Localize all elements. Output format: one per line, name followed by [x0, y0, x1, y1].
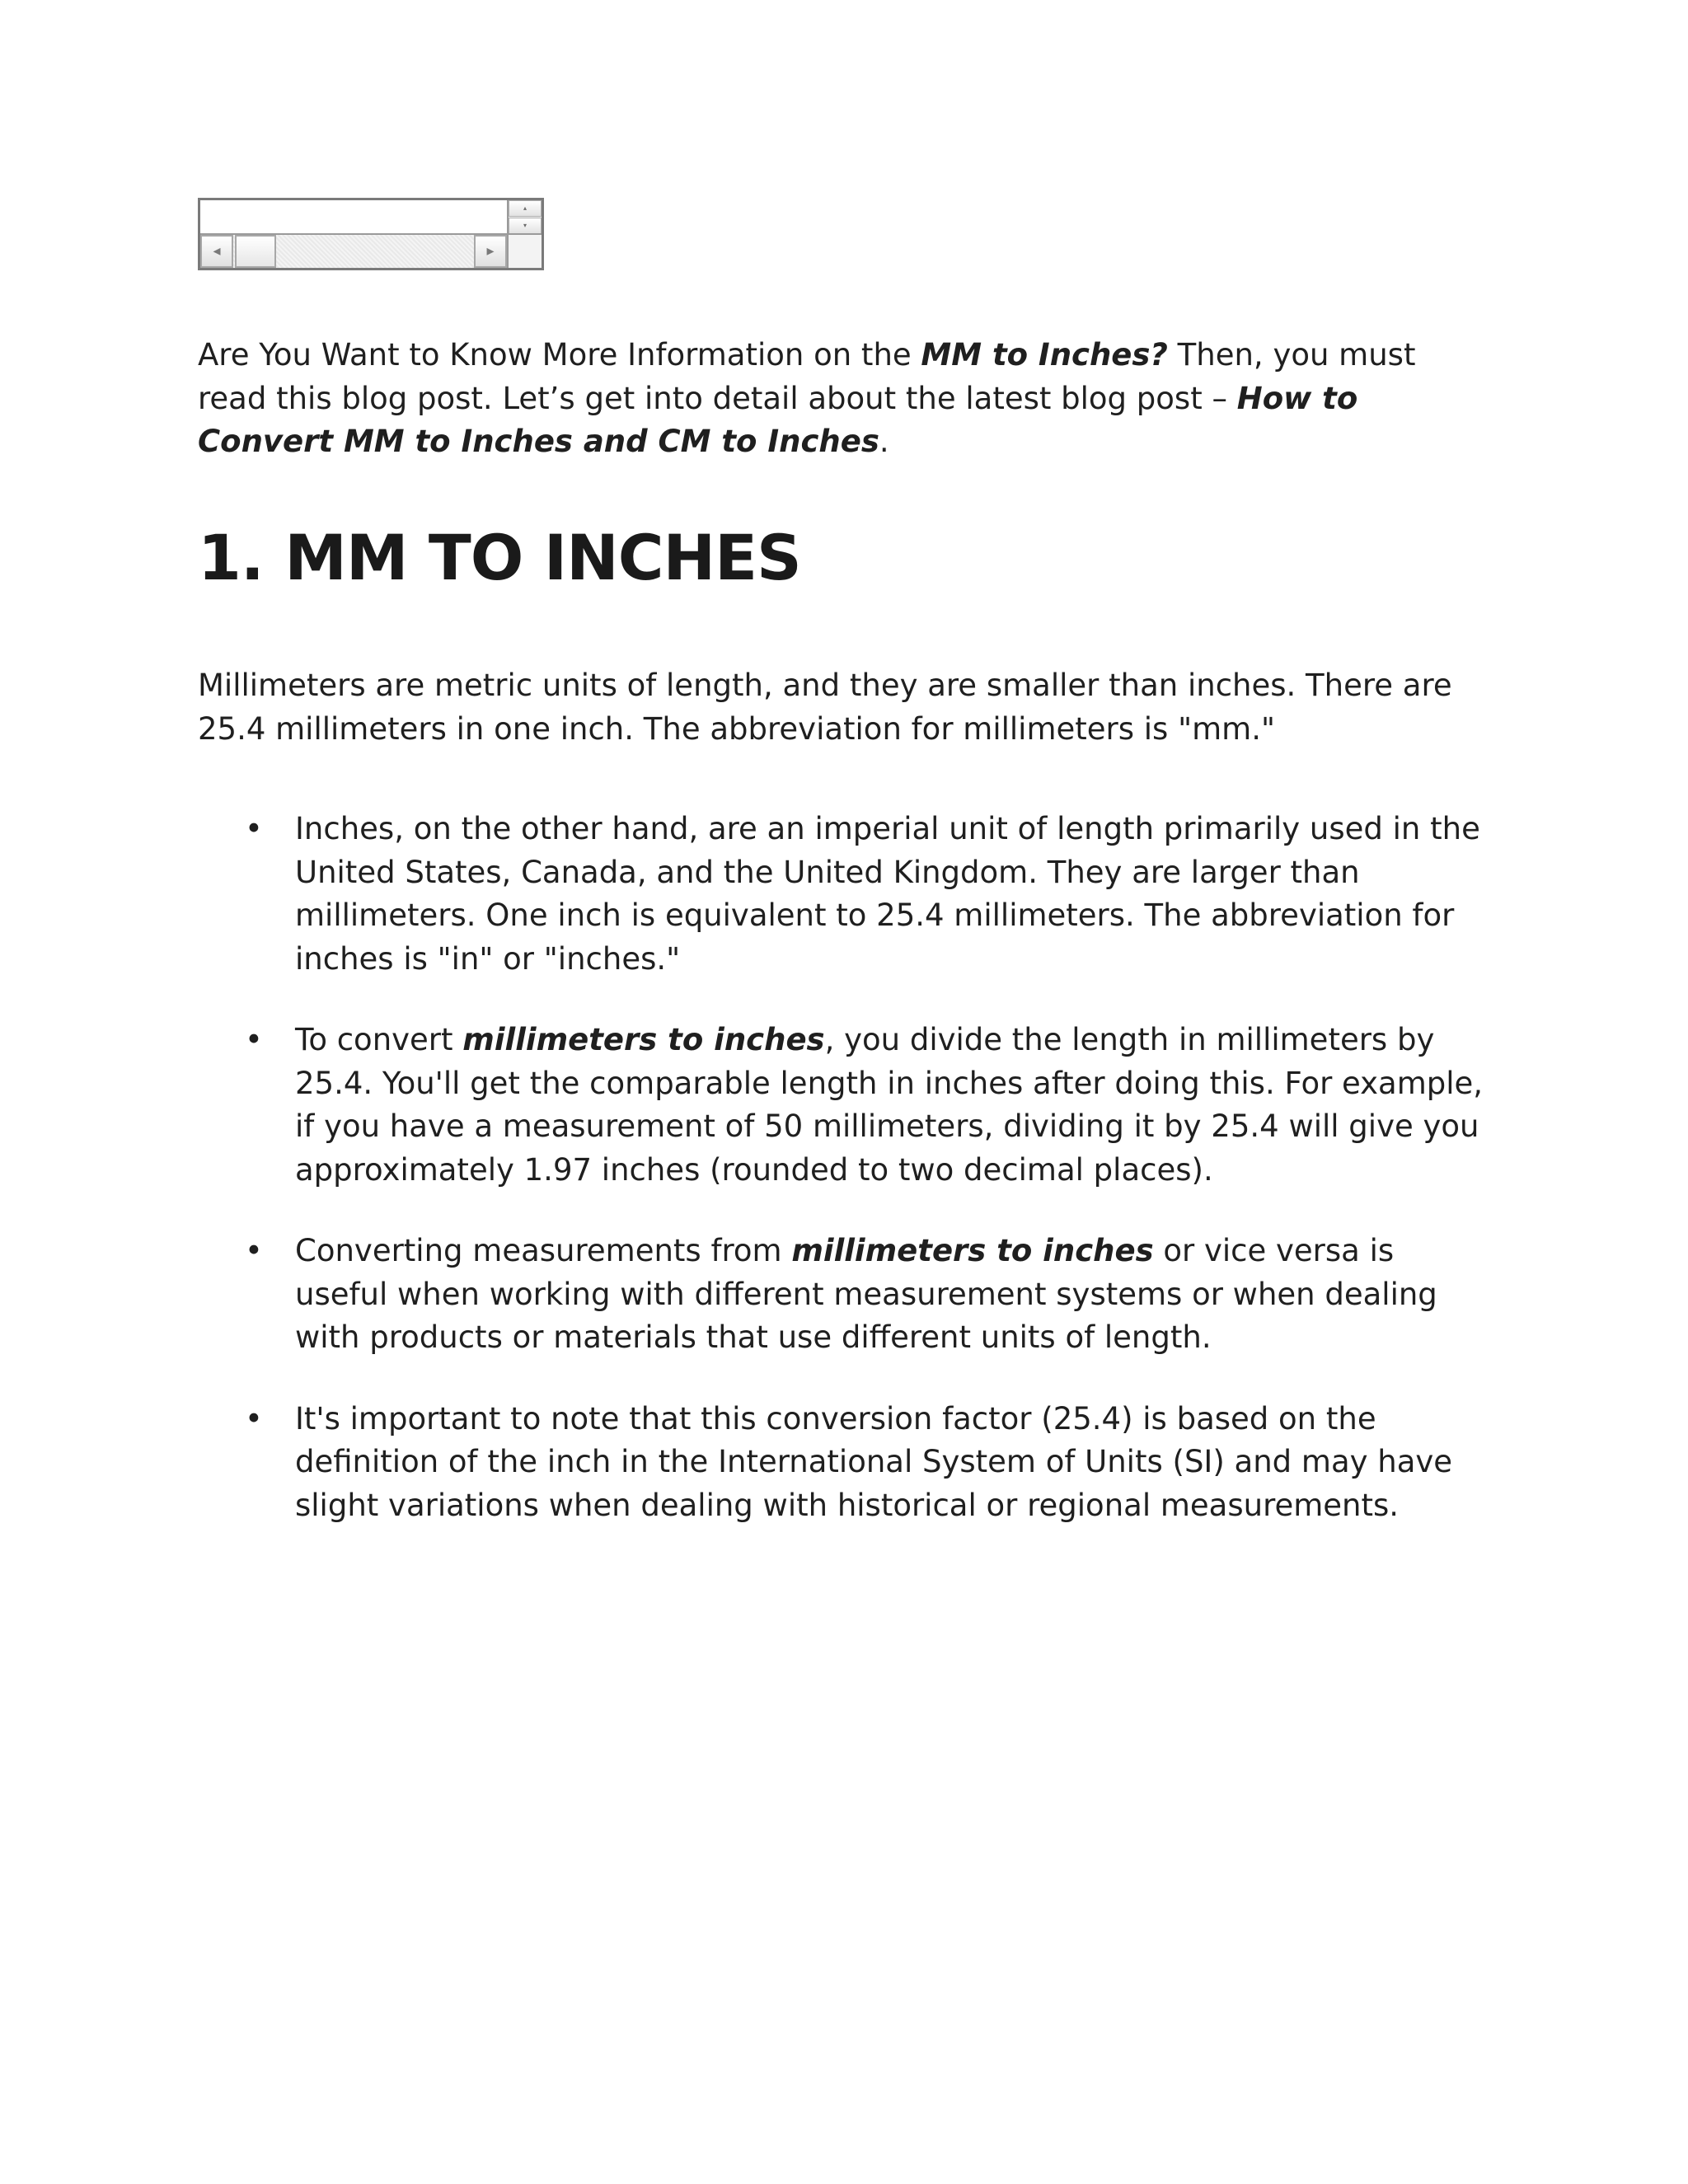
scrollbar-corner [507, 233, 542, 268]
bullet-emphasis: millimeters to inches [791, 1233, 1154, 1268]
intro-emphasis-post-title: How to Convert MM to Inches and CM to Inches [198, 380, 1358, 459]
intro-text-3: . [879, 424, 889, 459]
list-item [198, 1398, 1492, 1528]
bullet-text: It's important to note that this conversion factor (25.4) is based on the definition of the inch in the International System of Units (SI) and may have slight variations when dealing with historical or regional measurements. [295, 1400, 1453, 1523]
list-item [198, 808, 1492, 981]
intro-text-2: Then, you must read this blog post. Let’s get into detail about the latest blog post – [198, 337, 1416, 416]
intro-emphasis-mm-to-inches: MM to Inches? [921, 337, 1168, 373]
scroll-left-icon[interactable]: ◂ [200, 235, 233, 268]
scroll-right-icon[interactable]: ▸ [474, 235, 507, 268]
horizontal-scrollbar[interactable] [200, 233, 507, 268]
section-heading: 1. MM TO INCHES [198, 521, 801, 594]
bullet-emphasis: millimeters to inches [462, 1022, 825, 1057]
bullet-text: Inches, on the other hand, are an imperial unit of length primarily used in the United States, Canada, and the United Kingdom. They are larger than millimeters. One inch is equivalent to 25.4 millimeters. The abbreviation for inches is "in" or "inches." [295, 811, 1480, 977]
embedded-text-area[interactable] [198, 198, 544, 270]
list-item [198, 1019, 1492, 1192]
vertical-scrollbar[interactable] [507, 200, 542, 235]
intro-text-1: Are You Want to Know More Information on the [198, 337, 921, 373]
bullet-text-1: To convert [295, 1022, 463, 1057]
list-item [198, 1230, 1492, 1360]
bullet-marker: • [245, 1233, 263, 1268]
scroll-down-icon[interactable]: ▾ [509, 218, 542, 234]
bullet-marker: • [245, 1400, 263, 1436]
bullet-text-2: or vice versa is useful when working with different measurement systems or when dealing with products or materials that use different units of length. [295, 1233, 1437, 1355]
bullet-text-2: , you divide the length in millimeters by 25.4. You'll get the comparable length in inches after doing this. For example, if you have a measurement of 50 millimeters, dividing it by 25.4 will give you approximately 1.97 inches (rounded to two decimal places). [295, 1022, 1484, 1188]
bullet-text-1: Converting measurements from [295, 1233, 792, 1268]
section-paragraph: Millimeters are metric units of length, and they are smaller than inches. There are 25.4 millimeters in one inch. The abbreviation for millimeters is "mm." [198, 668, 1452, 747]
bullet-marker: • [245, 811, 263, 846]
scroll-up-icon[interactable]: ▴ [509, 200, 542, 217]
horizontal-scroll-thumb[interactable] [235, 235, 276, 268]
bullet-marker: • [245, 1022, 263, 1057]
bullet-list [198, 808, 1492, 1565]
intro-paragraph [198, 334, 1484, 464]
